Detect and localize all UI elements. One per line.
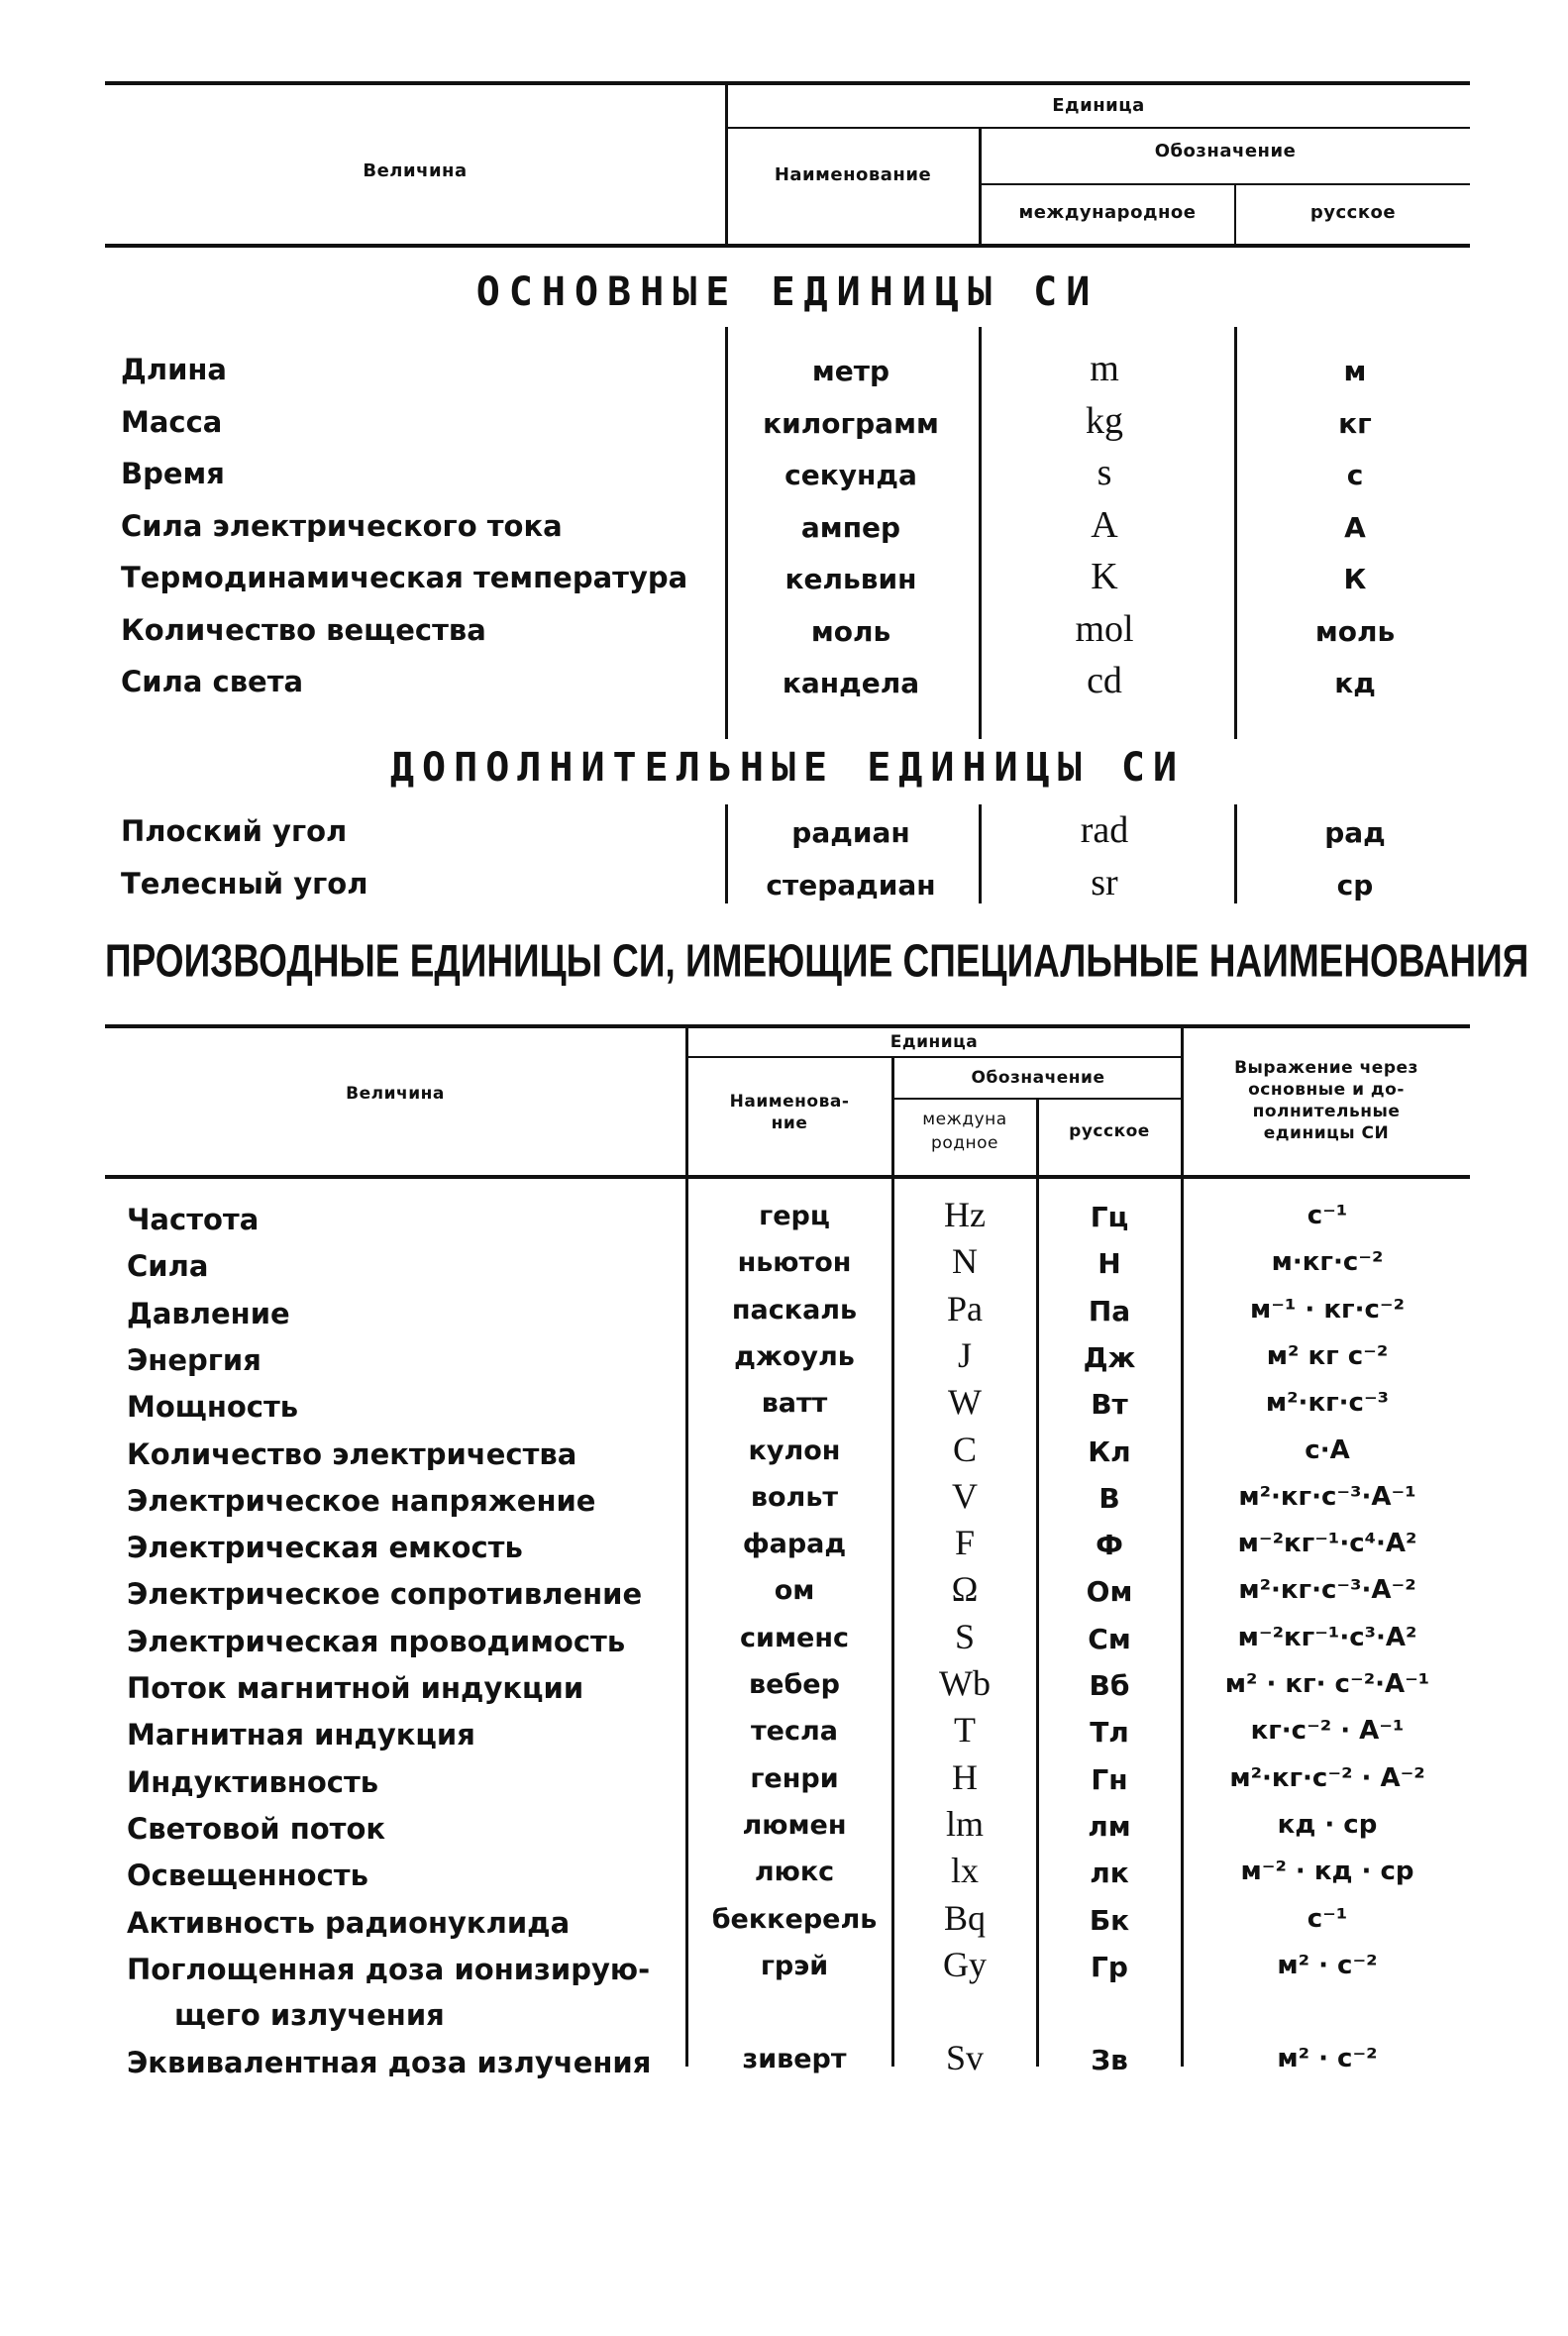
cell-rus: лм (1088, 1809, 1131, 1843)
cell-unit: ом (774, 1575, 815, 1607)
cell-quantity: Электрическое напряжение (127, 1483, 596, 1518)
cell-intl: H (952, 1756, 978, 1797)
t2-header-russian: русское (1069, 1121, 1150, 1141)
cell-quantity-continued: щего излучения (174, 1997, 445, 2032)
cell-unit: метр (811, 355, 890, 387)
table-row (105, 1663, 1470, 1710)
cell-rus: моль (1314, 614, 1396, 648)
cell-rus: кд (1334, 667, 1376, 699)
table-row (105, 1476, 1470, 1523)
cell-quantity: Сила света (121, 665, 304, 698)
cell-quantity: Термодинамическая температура (121, 561, 688, 594)
t2-top-rule (105, 1024, 1470, 1028)
cell-expr: м⁻² · кд · ср (1240, 1857, 1414, 1887)
cell-expr: м² · с⁻² (1277, 2044, 1378, 2074)
cell-rus: См (1088, 1622, 1131, 1655)
cell-unit: кулон (748, 1434, 841, 1466)
cell-intl: Sv (945, 2038, 985, 2078)
t2-header-unit-name-1: Наименова- (729, 1092, 850, 1112)
cell-expr: м²·кг·с⁻³·А⁻¹ (1238, 1481, 1416, 1512)
cell-rus: Тл (1090, 1716, 1129, 1750)
derived-units-title: ПРОИЗВОДНЫЕ ЕДИНИЦЫ СИ, ИМЕЮЩИЕ СПЕЦИАЛЬНЫЕ НАИМЕНОВАНИЯ (105, 935, 1529, 987)
cell-rus: Вб (1089, 1669, 1130, 1702)
cell-intl: s (1097, 452, 1112, 493)
cell-unit: люкс (754, 1857, 835, 1888)
t2-header-expr-4: единицы СИ (1263, 1123, 1390, 1143)
cell-rus: Дж (1083, 1340, 1136, 1374)
cell-unit: килограмм (763, 406, 939, 440)
cell-expr: м²·кг·с⁻² · А⁻² (1229, 1762, 1425, 1793)
header-unit-name: Наименование (774, 164, 932, 185)
cell-rus: Па (1088, 1294, 1131, 1327)
cell-unit: секунда (784, 459, 917, 491)
t2-header-expr-1: Выражение через (1234, 1058, 1418, 1078)
table-row (105, 810, 1470, 862)
cell-quantity: Магнитная индукция (127, 1718, 475, 1752)
cell-unit: вебер (749, 1669, 840, 1700)
section-base-units: ОСНОВНЫЕ ЕДИНИЦЫ СИ (475, 269, 1099, 315)
table-row (105, 349, 1470, 400)
cell-intl: F (954, 1523, 976, 1563)
header-russian: русское (1309, 202, 1397, 223)
cell-rus: Зв (1091, 2044, 1128, 2077)
cell-unit: генри (750, 1762, 839, 1794)
cell-quantity: Индуктивность (127, 1764, 379, 1799)
cell-unit: кандела (782, 667, 920, 699)
cell-quantity: Электрическое сопротивление (127, 1577, 643, 1612)
t2-header-bottom-rule (105, 1175, 1470, 1179)
cell-expr: м²·кг·с⁻³ (1265, 1388, 1390, 1419)
cell-rus: Гн (1091, 1762, 1128, 1796)
cell-rus: рад (1324, 816, 1386, 849)
cell-unit: стерадиан (766, 868, 936, 902)
cell-quantity: Сила (127, 1249, 209, 1284)
table-row (105, 1569, 1470, 1616)
cell-rus: В (1098, 1481, 1120, 1515)
header-bottom-rule (105, 244, 1470, 248)
cell-intl: Hz (944, 1195, 986, 1234)
cell-quantity: Электрическая емкость (127, 1531, 523, 1565)
cell-quantity: Сила электрического тока (121, 508, 563, 543)
cell-expr: с·А (1305, 1434, 1350, 1465)
cell-intl: W (948, 1382, 982, 1423)
table-row (105, 1851, 1470, 1897)
cell-unit: джоуль (734, 1340, 855, 1372)
cell-unit: ньютон (737, 1247, 852, 1279)
table-row (105, 557, 1470, 608)
cell-unit: зиверт (742, 2044, 847, 2075)
cell-intl: cd (1087, 660, 1122, 701)
cell-rus: Н (1098, 1247, 1121, 1281)
table-row (105, 661, 1470, 712)
cell-intl: K (1091, 556, 1118, 597)
cell-quantity: Плоский угол (121, 814, 348, 848)
cell-intl: C (952, 1429, 977, 1469)
table-row (105, 1382, 1470, 1429)
cell-expr: кг·с⁻² · А⁻¹ (1250, 1716, 1405, 1747)
cell-unit: беккерель (711, 1903, 878, 1935)
cell-unit: моль (810, 614, 891, 648)
cell-intl: Wb (939, 1663, 991, 1703)
cell-intl: Bq (943, 1897, 986, 1938)
cell-quantity: Активность радионуклида (127, 1905, 571, 1940)
cell-expr: м²·кг·с⁻³·А⁻² (1238, 1575, 1416, 1606)
cell-rus: К (1343, 563, 1367, 595)
t2-header-intl-2: родное (931, 1133, 998, 1153)
cell-quantity: Длина (121, 353, 227, 386)
table-row (105, 1289, 1470, 1335)
cell-rus: м (1343, 355, 1367, 387)
cell-rus: Ф (1096, 1529, 1123, 1562)
cell-unit: герц (759, 1201, 830, 1231)
cell-rus: лк (1090, 1857, 1129, 1890)
table-row (105, 863, 1470, 914)
table-row (105, 401, 1470, 453)
header-unit-group: Единица (1052, 95, 1145, 116)
derived-units-table (105, 935, 1529, 2084)
table-row (105, 1335, 1470, 1382)
table-row (105, 1617, 1470, 1663)
table-row (105, 505, 1470, 557)
t2-header-designation: Обозначение (971, 1068, 1105, 1088)
cell-quantity: Энергия (127, 1342, 261, 1377)
table-row (105, 1757, 1470, 1804)
cell-unit: сименс (740, 1622, 849, 1653)
cell-quantity: Количество электричества (127, 1436, 577, 1471)
cell-intl: lx (950, 1851, 979, 1891)
cell-unit: ампер (800, 510, 901, 544)
cell-unit: тесла (751, 1716, 838, 1748)
cell-quantity: Время (121, 457, 225, 490)
cell-intl: sr (1091, 861, 1118, 903)
table-row (105, 1804, 1470, 1851)
cell-quantity: Поток магнитной индукции (127, 1671, 584, 1705)
cell-unit: кельвин (784, 563, 917, 595)
table-row (105, 1944, 1470, 2032)
designation-rule (981, 183, 1470, 185)
cell-quantity: Мощность (127, 1390, 299, 1425)
cell-quantity: Освещенность (127, 1858, 368, 1893)
cell-rus: кг (1338, 406, 1372, 440)
cell-expr: м² · кг· с⁻²·А⁻¹ (1224, 1669, 1430, 1699)
table-row (105, 1710, 1470, 1756)
cell-quantity: Частота (127, 1203, 260, 1236)
cell-quantity: Давление (127, 1296, 290, 1330)
cell-intl: Ω (951, 1569, 979, 1610)
cell-expr: м⁻²кг⁻¹·с³·А² (1237, 1622, 1417, 1652)
cell-expr: с⁻¹ (1307, 1903, 1348, 1934)
base-units-table (105, 81, 1470, 913)
table-row (105, 2038, 1470, 2084)
cell-expr: м⁻¹ · кг·с⁻² (1250, 1294, 1405, 1325)
cell-expr: кд · ср (1277, 1809, 1378, 1840)
t2-header-expr-3: полнительные (1252, 1102, 1401, 1121)
cell-rus: Вт (1091, 1388, 1128, 1422)
cell-intl: kg (1086, 399, 1123, 442)
cell-expr: м² · с⁻² (1277, 1950, 1378, 1980)
table-row (105, 609, 1470, 661)
cell-intl: Pa (947, 1288, 983, 1328)
table-row (105, 1241, 1470, 1288)
cell-expr: м⁻²кг⁻¹·с⁴·А² (1237, 1529, 1417, 1559)
cell-rus: ср (1336, 868, 1374, 902)
section-additional-units: ДОПОЛНИТЕЛЬНЫЕ ЕДИНИЦЫ СИ (389, 745, 1186, 791)
cell-unit: ватт (761, 1388, 828, 1420)
cell-rus: Гц (1090, 1201, 1129, 1233)
cell-expr: м² кг с⁻² (1266, 1340, 1389, 1371)
cell-intl: lm (945, 1803, 984, 1844)
cell-intl: A (1091, 503, 1118, 546)
cell-unit: вольт (750, 1481, 839, 1513)
cell-intl: T (954, 1710, 976, 1751)
table-row (105, 1523, 1470, 1569)
cell-rus: с (1346, 459, 1364, 491)
cell-quantity: Световой поток (127, 1811, 386, 1846)
cell-intl: V (952, 1475, 978, 1516)
cell-rus: Гр (1091, 1950, 1128, 1983)
table-row (105, 1195, 1470, 1241)
cell-intl: rad (1080, 809, 1129, 851)
cell-quantity: Поглощенная доза ионизирую- (127, 1952, 651, 1986)
cell-unit: люмен (742, 1809, 847, 1841)
cell-intl: mol (1075, 607, 1134, 650)
cell-rus: Кл (1088, 1434, 1131, 1468)
cell-unit: грэй (760, 1950, 829, 1981)
table-row (105, 1898, 1470, 1945)
table-row (105, 1430, 1470, 1476)
t2-unit-group-rule (687, 1056, 1183, 1058)
cell-intl: N (952, 1241, 978, 1282)
cell-rus: Бк (1089, 1903, 1130, 1937)
cell-quantity: Телесный угол (121, 866, 368, 901)
top-rule (105, 81, 1470, 85)
t2-header-unit-name-2: ние (771, 1114, 808, 1133)
cell-quantity: Эквивалентная доза излучения (127, 2046, 652, 2080)
cell-quantity: Масса (121, 404, 223, 439)
cell-intl: m (1090, 348, 1119, 389)
t2-header-intl-1: междуна (922, 1110, 1007, 1129)
header-quantity: Величина (363, 160, 468, 181)
cell-quantity: Электрическая проводимость (127, 1624, 626, 1658)
unit-group-rule (727, 127, 1470, 129)
cell-unit: радиан (791, 816, 910, 849)
t2-header-quantity: Величина (346, 1084, 445, 1104)
header-designation: Обозначение (1154, 141, 1297, 161)
header-international: международное (1018, 202, 1197, 223)
cell-intl: Gy (943, 1944, 987, 1984)
cell-unit: паскаль (731, 1294, 858, 1326)
cell-rus: А (1344, 510, 1366, 544)
t2-header-expr-2: основные и до- (1248, 1080, 1405, 1100)
cell-expr: м·кг·с⁻² (1271, 1247, 1384, 1278)
cell-intl: J (957, 1334, 972, 1375)
t2-header-unit-group: Единица (889, 1032, 979, 1052)
cell-unit: фарад (742, 1529, 847, 1560)
cell-quantity: Количество вещества (121, 612, 486, 647)
cell-rus: Ом (1086, 1575, 1133, 1609)
cell-expr: с⁻¹ (1307, 1201, 1348, 1230)
table-row (105, 453, 1470, 504)
cell-intl: S (954, 1616, 976, 1656)
